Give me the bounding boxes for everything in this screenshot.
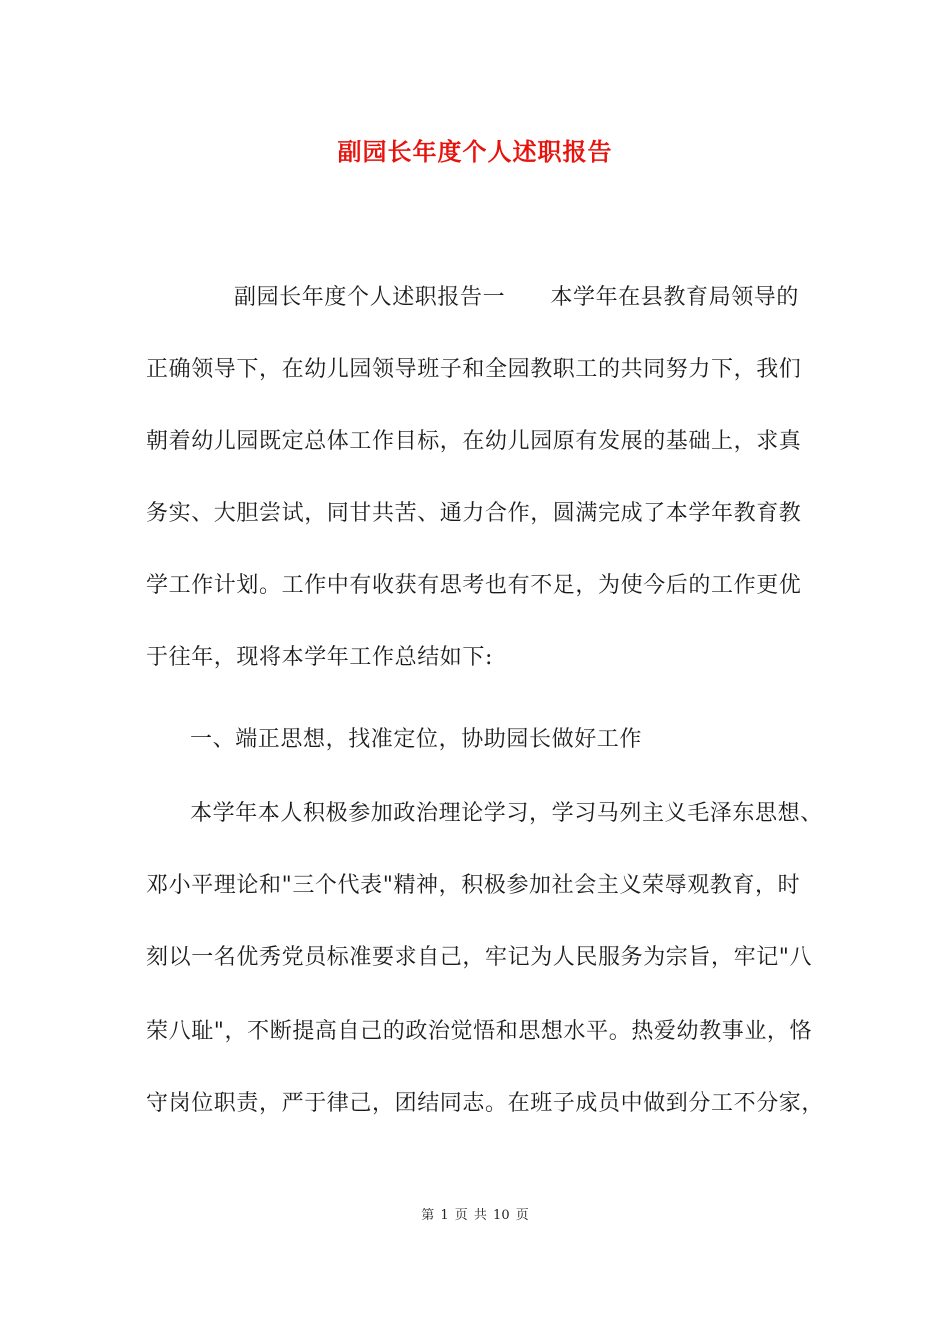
section-heading: 一、端正思想，找准定位，协助园长做好工作 (190, 727, 643, 752)
body-line: 邓小平理论和"三个代表"精神，积极参加社会主义荣辱观教育，时 (146, 873, 801, 898)
body-line: 务实、大胆尝试，同甘共苦、通力合作，圆满完成了本学年教育教 (146, 501, 802, 526)
body-line: 副园长年度个人述职报告一 本学年在县教育局领导的 (234, 285, 800, 310)
body-line: 正确领导下，在幼儿园领导班子和全园教职工的共同努力下，我们 (146, 357, 802, 382)
body-line: 朝着幼儿园既定总体工作目标，在幼儿园原有发展的基础上，求真 (146, 429, 802, 454)
document-title: 副园长年度个人述职报告 (337, 137, 613, 166)
body-line: 守岗位职责，严于律己，团结同志。在班子成员中做到分工不分家， (146, 1091, 825, 1116)
body-line: 本学年本人积极参加政治理论学习，学习马列主义毛泽东思想、 (190, 801, 823, 826)
page-footer: 第 1 页 共 10 页 (421, 1208, 529, 1223)
body-line: 于往年，现将本学年工作总结如下: (146, 645, 494, 670)
body-line: 刻以一名优秀党员标准要求自己，牢记为人民服务为宗旨，牢记"八 (146, 945, 813, 970)
body-line: 学工作计划。工作中有收获有思考也有不足，为使今后的工作更优 (146, 573, 802, 598)
body-line: 荣八耻"，不断提高自己的政治觉悟和思想水平。热爱幼教事业，恪 (146, 1019, 813, 1044)
